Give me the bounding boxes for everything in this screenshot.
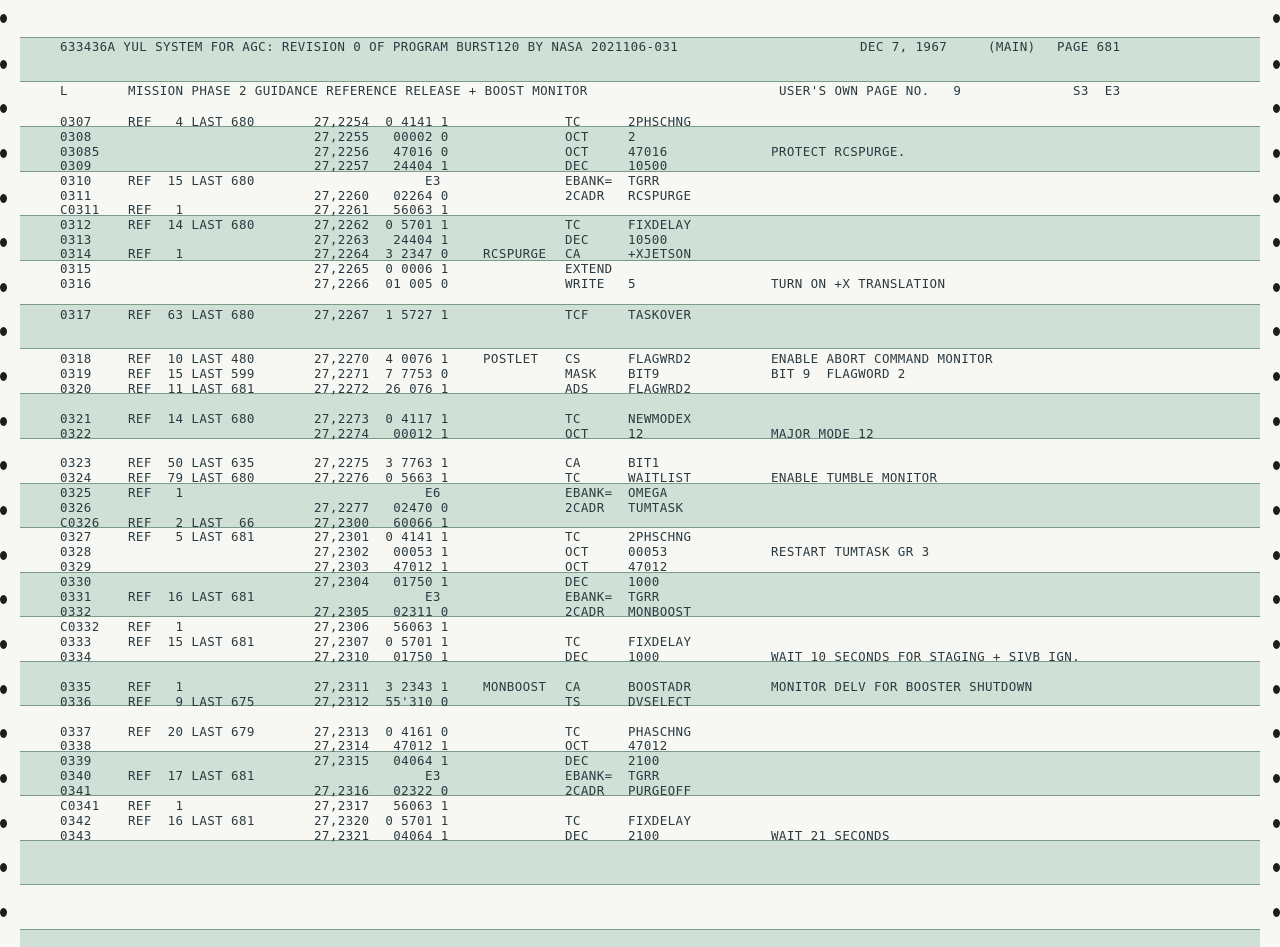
line-number: C0341: [60, 798, 100, 813]
operand: 2: [628, 129, 636, 144]
cross-ref: REF 1: [128, 679, 184, 694]
line-number: 0343: [60, 828, 92, 843]
green-band: [20, 840, 1260, 884]
comment: WAIT 10 SECONDS FOR STAGING + SIVB IGN.: [771, 649, 1081, 664]
header-codes: S3 E3: [1073, 83, 1121, 98]
operand: 12: [628, 426, 644, 441]
address-word: 27,2266 01 005 0: [314, 276, 449, 291]
line-number: 0332: [60, 604, 92, 619]
listing-line: [0, 768, 1280, 784]
listing-line: [0, 411, 1280, 427]
cross-ref: REF 1: [128, 485, 184, 500]
operand: 2100: [628, 753, 660, 768]
cross-ref: REF 5 LAST 681: [128, 529, 255, 544]
operand: FIXDELAY: [628, 634, 692, 649]
address-word: 27,2271 7 7753 0: [314, 366, 449, 381]
listing-line: [0, 694, 1280, 710]
opcode: OCT: [565, 144, 589, 159]
listing-line: [0, 246, 1280, 262]
feed-hole-right: [1273, 60, 1280, 69]
line-number: 0307: [60, 114, 92, 129]
operand: 47012: [628, 738, 668, 753]
listing-line: [0, 738, 1280, 754]
user-page-number: USER'S OWN PAGE NO. 9: [779, 83, 962, 98]
line-number: C0332: [60, 619, 100, 634]
operand: TGRR: [628, 589, 660, 604]
feed-hole-left: [0, 60, 7, 69]
line-number: 0312: [60, 217, 92, 232]
feed-hole-right: [1273, 104, 1280, 113]
address-word: 27,2255 00002 0: [314, 129, 449, 144]
address-word: 27,2254 0 4141 1: [314, 114, 449, 129]
operand: 47012: [628, 559, 668, 574]
cross-ref: REF 17 LAST 681: [128, 768, 255, 783]
opcode: ADS: [565, 381, 589, 396]
cross-ref: REF 1: [128, 619, 184, 634]
opcode: WRITE: [565, 276, 605, 291]
address-word: 27,2260 02264 0: [314, 188, 449, 203]
address-word: 27,2305 02311 0: [314, 604, 449, 619]
feed-hole-right: [1273, 327, 1280, 336]
operand: 2100: [628, 828, 660, 843]
address-word: 27,2262 0 5701 1: [314, 217, 449, 232]
comment: TURN ON +X TRANSLATION: [771, 276, 946, 291]
listing-line: [0, 574, 1280, 590]
address-word: 27,2302 00053 1: [314, 544, 449, 559]
address-word: 27,2313 0 4161 0: [314, 724, 449, 739]
line-number: 0335: [60, 679, 92, 694]
operand: WAITLIST: [628, 470, 692, 485]
address-word: 27,2320 0 5701 1: [314, 813, 449, 828]
opcode: OCT: [565, 426, 589, 441]
opcode: 2CADR: [565, 604, 605, 619]
opcode: TC: [565, 411, 581, 426]
address-word: E3: [314, 173, 441, 188]
operand: PURGEOFF: [628, 783, 692, 798]
opcode: CA: [565, 679, 581, 694]
comment: MONITOR DELV FOR BOOSTER SHUTDOWN: [771, 679, 1033, 694]
line-number: 0318: [60, 351, 92, 366]
address-word: 27,2312 55'310 0: [314, 694, 449, 709]
line-number: 0310: [60, 173, 92, 188]
cross-ref: REF 4 LAST 680: [128, 114, 255, 129]
listing-line: [0, 604, 1280, 620]
address-word: 27,2263 24404 1: [314, 232, 449, 247]
operand: +XJETSON: [628, 246, 692, 261]
listing-line: [0, 544, 1280, 560]
line-number: 0333: [60, 634, 92, 649]
address-word: 27,2311 3 2343 1: [314, 679, 449, 694]
opcode: TC: [565, 724, 581, 739]
listing-line: [0, 649, 1280, 665]
cross-ref: REF 15 LAST 680: [128, 173, 255, 188]
line-number: 0334: [60, 649, 92, 664]
address-word: E3: [314, 589, 441, 604]
band-rule: [20, 929, 1260, 930]
address-word: 27,2275 3 7763 1: [314, 455, 449, 470]
opcode: TS: [565, 694, 581, 709]
opcode: EBANK=: [565, 485, 613, 500]
feed-hole-left: [0, 327, 7, 336]
listing-line: [0, 114, 1280, 130]
line-number: 03085: [60, 144, 100, 159]
feed-hole-right: [1273, 14, 1280, 23]
cross-ref: REF 9 LAST 675: [128, 694, 255, 709]
operand: FIXDELAY: [628, 813, 692, 828]
cross-ref: REF 2 LAST 66: [128, 515, 255, 530]
operand: 1000: [628, 574, 660, 589]
address-word: 27,2307 0 5701 1: [314, 634, 449, 649]
feed-hole-left: [0, 908, 7, 917]
operand: MONBOOST: [628, 604, 692, 619]
listing-line: [0, 798, 1280, 814]
line-number: 0337: [60, 724, 92, 739]
opcode: TC: [565, 813, 581, 828]
cross-ref: REF 15 LAST 599: [128, 366, 255, 381]
operand: NEWMODEX: [628, 411, 692, 426]
line-number: C0311: [60, 202, 100, 217]
listing-line: [0, 529, 1280, 545]
address-word: E3: [314, 768, 441, 783]
cross-ref: REF 63 LAST 680: [128, 307, 255, 322]
address-word: 27,2303 47012 1: [314, 559, 449, 574]
listing-line: [0, 158, 1280, 174]
address-word: 27,2304 01750 1: [314, 574, 449, 589]
opcode: OCT: [565, 129, 589, 144]
opcode: EBANK=: [565, 589, 613, 604]
line-number: 0331: [60, 589, 92, 604]
opcode: EBANK=: [565, 768, 613, 783]
address-word: 27,2257 24404 1: [314, 158, 449, 173]
listing-line: [0, 261, 1280, 277]
symbol-label: MONBOOST: [483, 679, 547, 694]
cross-ref: REF 1: [128, 202, 184, 217]
comment: BIT 9 FLAGWORD 2: [771, 366, 906, 381]
listing-line: [0, 589, 1280, 605]
address-word: 27,2301 0 4141 1: [314, 529, 449, 544]
cross-ref: REF 16 LAST 681: [128, 813, 255, 828]
section-title: MISSION PHASE 2 GUIDANCE REFERENCE RELEASE + BOOST MONITOR: [128, 83, 588, 98]
comment: MAJOR MODE 12: [771, 426, 875, 441]
operand: 00053: [628, 544, 668, 559]
line-number: 0320: [60, 381, 92, 396]
address-word: E6: [314, 485, 441, 500]
line-number: 0341: [60, 783, 92, 798]
listing-line: [0, 202, 1280, 218]
feed-hole-right: [1273, 863, 1280, 872]
line-number: 0315: [60, 261, 92, 276]
operand: TASKOVER: [628, 307, 692, 322]
address-word: 27,2272 26 076 1: [314, 381, 449, 396]
cross-ref: REF 14 LAST 680: [128, 411, 255, 426]
line-number: 0325: [60, 485, 92, 500]
listing-line: [0, 173, 1280, 189]
listing-line: [0, 783, 1280, 799]
opcode: DEC: [565, 232, 589, 247]
address-word: 27,2300 60066 1: [314, 515, 449, 530]
feed-hole-left: [0, 14, 7, 23]
listing-line: [0, 500, 1280, 516]
operand: BIT1: [628, 455, 660, 470]
address-word: 27,2306 56063 1: [314, 619, 449, 634]
comment: WAIT 21 SECONDS: [771, 828, 890, 843]
log-label: L: [60, 83, 68, 98]
address-word: 27,2315 04064 1: [314, 753, 449, 768]
line-number: 0338: [60, 738, 92, 753]
page-number: PAGE 681: [1057, 39, 1121, 54]
line-number: 0313: [60, 232, 92, 247]
band-rule: [20, 81, 1260, 82]
operand: RCSPURGE: [628, 188, 692, 203]
opcode: CA: [565, 246, 581, 261]
line-number: 0321: [60, 411, 92, 426]
opcode: EBANK=: [565, 173, 613, 188]
address-word: 27,2310 01750 1: [314, 649, 449, 664]
symbol-label: RCSPURGE: [483, 246, 547, 261]
opcode: 2CADR: [565, 783, 605, 798]
operand: 1000: [628, 649, 660, 664]
operand: TUMTASK: [628, 500, 684, 515]
line-number: 0311: [60, 188, 92, 203]
opcode: TC: [565, 529, 581, 544]
opcode: OCT: [565, 544, 589, 559]
operand: 2PHSCHNG: [628, 529, 692, 544]
listing-date: DEC 7, 1967: [860, 39, 948, 54]
cross-ref: REF 11 LAST 681: [128, 381, 255, 396]
operand: FLAGWRD2: [628, 381, 692, 396]
address-word: 27,2264 3 2347 0: [314, 246, 449, 261]
listing-line: [0, 753, 1280, 769]
section-label: (MAIN): [988, 39, 1036, 54]
operand: BOOSTADR: [628, 679, 692, 694]
address-word: 27,2316 02322 0: [314, 783, 449, 798]
listing-line: [0, 351, 1280, 367]
line-number: 0328: [60, 544, 92, 559]
band-rule: [20, 884, 1260, 885]
opcode: TC: [565, 634, 581, 649]
opcode: DEC: [565, 574, 589, 589]
operand: OMEGA: [628, 485, 668, 500]
feed-hole-right: [1273, 908, 1280, 917]
line-number: 0330: [60, 574, 92, 589]
listing-line: [0, 828, 1280, 844]
listing-line: [0, 619, 1280, 635]
listing-line: [0, 559, 1280, 575]
operand: 2PHSCHNG: [628, 114, 692, 129]
cross-ref: REF 79 LAST 680: [128, 470, 255, 485]
listing-line: [0, 455, 1280, 471]
address-word: 27,2273 0 4117 1: [314, 411, 449, 426]
opcode: MASK: [565, 366, 597, 381]
address-word: 27,2277 02470 0: [314, 500, 449, 515]
line-number: 0326: [60, 500, 92, 515]
address-word: 27,2314 47012 1: [314, 738, 449, 753]
band-rule: [20, 348, 1260, 349]
line-number: 0329: [60, 559, 92, 574]
address-word: 27,2274 00012 1: [314, 426, 449, 441]
address-word: 27,2317 56063 1: [314, 798, 449, 813]
listing-line: [0, 679, 1280, 695]
opcode: TCF: [565, 307, 589, 322]
operand: 5: [628, 276, 636, 291]
cross-ref: REF 1: [128, 246, 184, 261]
job-header: 633436A YUL SYSTEM FOR AGC: REVISION 0 OF PROGRAM BURST120 BY NASA 2021106-031: [60, 39, 679, 54]
opcode: DEC: [565, 828, 589, 843]
opcode: CS: [565, 351, 581, 366]
listing-line: [0, 470, 1280, 486]
listing-line: [0, 426, 1280, 442]
line-number: 0336: [60, 694, 92, 709]
listing-line: [0, 634, 1280, 650]
opcode: DEC: [565, 158, 589, 173]
address-word: 27,2321 04064 1: [314, 828, 449, 843]
line-number: 0339: [60, 753, 92, 768]
opcode: 2CADR: [565, 500, 605, 515]
feed-hole-left: [0, 104, 7, 113]
cross-ref: REF 1: [128, 798, 184, 813]
opcode: EXTEND: [565, 261, 613, 276]
operand: 10500: [628, 158, 668, 173]
symbol-label: POSTLET: [483, 351, 539, 366]
address-word: 27,2267 1 5727 1: [314, 307, 449, 322]
line-number: 0309: [60, 158, 92, 173]
operand: TGRR: [628, 173, 660, 188]
opcode: OCT: [565, 559, 589, 574]
opcode: TC: [565, 470, 581, 485]
opcode: DEC: [565, 649, 589, 664]
comment: RESTART TUMTASK GR 3: [771, 544, 930, 559]
comment: PROTECT RCSPURGE.: [771, 144, 906, 159]
listing-line: [0, 381, 1280, 397]
line-number: 0322: [60, 426, 92, 441]
comment: ENABLE ABORT COMMAND MONITOR: [771, 351, 993, 366]
line-number: C0326: [60, 515, 100, 530]
listing-line: [0, 129, 1280, 145]
cross-ref: REF 20 LAST 679: [128, 724, 255, 739]
listing-line: [0, 276, 1280, 292]
operand: PHASCHNG: [628, 724, 692, 739]
line-number: 0323: [60, 455, 92, 470]
green-band: [20, 929, 1260, 947]
line-number: 0342: [60, 813, 92, 828]
listing-line: [0, 217, 1280, 233]
listing-line: [0, 366, 1280, 382]
opcode: TC: [565, 217, 581, 232]
operand: DVSELECT: [628, 694, 692, 709]
cross-ref: REF 16 LAST 681: [128, 589, 255, 604]
opcode: OCT: [565, 738, 589, 753]
feed-hole-left: [0, 863, 7, 872]
operand: 47016: [628, 144, 668, 159]
address-word: 27,2276 0 5663 1: [314, 470, 449, 485]
listing-line: [0, 485, 1280, 501]
line-number: 0327: [60, 529, 92, 544]
operand: BIT9: [628, 366, 660, 381]
line-number: 0324: [60, 470, 92, 485]
line-number: 0314: [60, 246, 92, 261]
address-word: 27,2270 4 0076 1: [314, 351, 449, 366]
opcode: CA: [565, 455, 581, 470]
listing-line: [0, 307, 1280, 323]
comment: ENABLE TUMBLE MONITOR: [771, 470, 938, 485]
line-number: 0340: [60, 768, 92, 783]
cross-ref: REF 15 LAST 681: [128, 634, 255, 649]
operand: TGRR: [628, 768, 660, 783]
address-word: 27,2265 0 0006 1: [314, 261, 449, 276]
operand: FLAGWRD2: [628, 351, 692, 366]
line-number: 0319: [60, 366, 92, 381]
line-number: 0317: [60, 307, 92, 322]
address-word: 27,2256 47016 0: [314, 144, 449, 159]
band-rule: [20, 37, 1260, 38]
opcode: TC: [565, 114, 581, 129]
operand: 10500: [628, 232, 668, 247]
band-rule: [20, 304, 1260, 305]
cross-ref: REF 50 LAST 635: [128, 455, 255, 470]
opcode: 2CADR: [565, 188, 605, 203]
listing-line: [0, 813, 1280, 829]
cross-ref: REF 14 LAST 680: [128, 217, 255, 232]
line-number: 0308: [60, 129, 92, 144]
address-word: 27,2261 56063 1: [314, 202, 449, 217]
operand: FIXDELAY: [628, 217, 692, 232]
line-number: 0316: [60, 276, 92, 291]
opcode: DEC: [565, 753, 589, 768]
cross-ref: REF 10 LAST 480: [128, 351, 255, 366]
